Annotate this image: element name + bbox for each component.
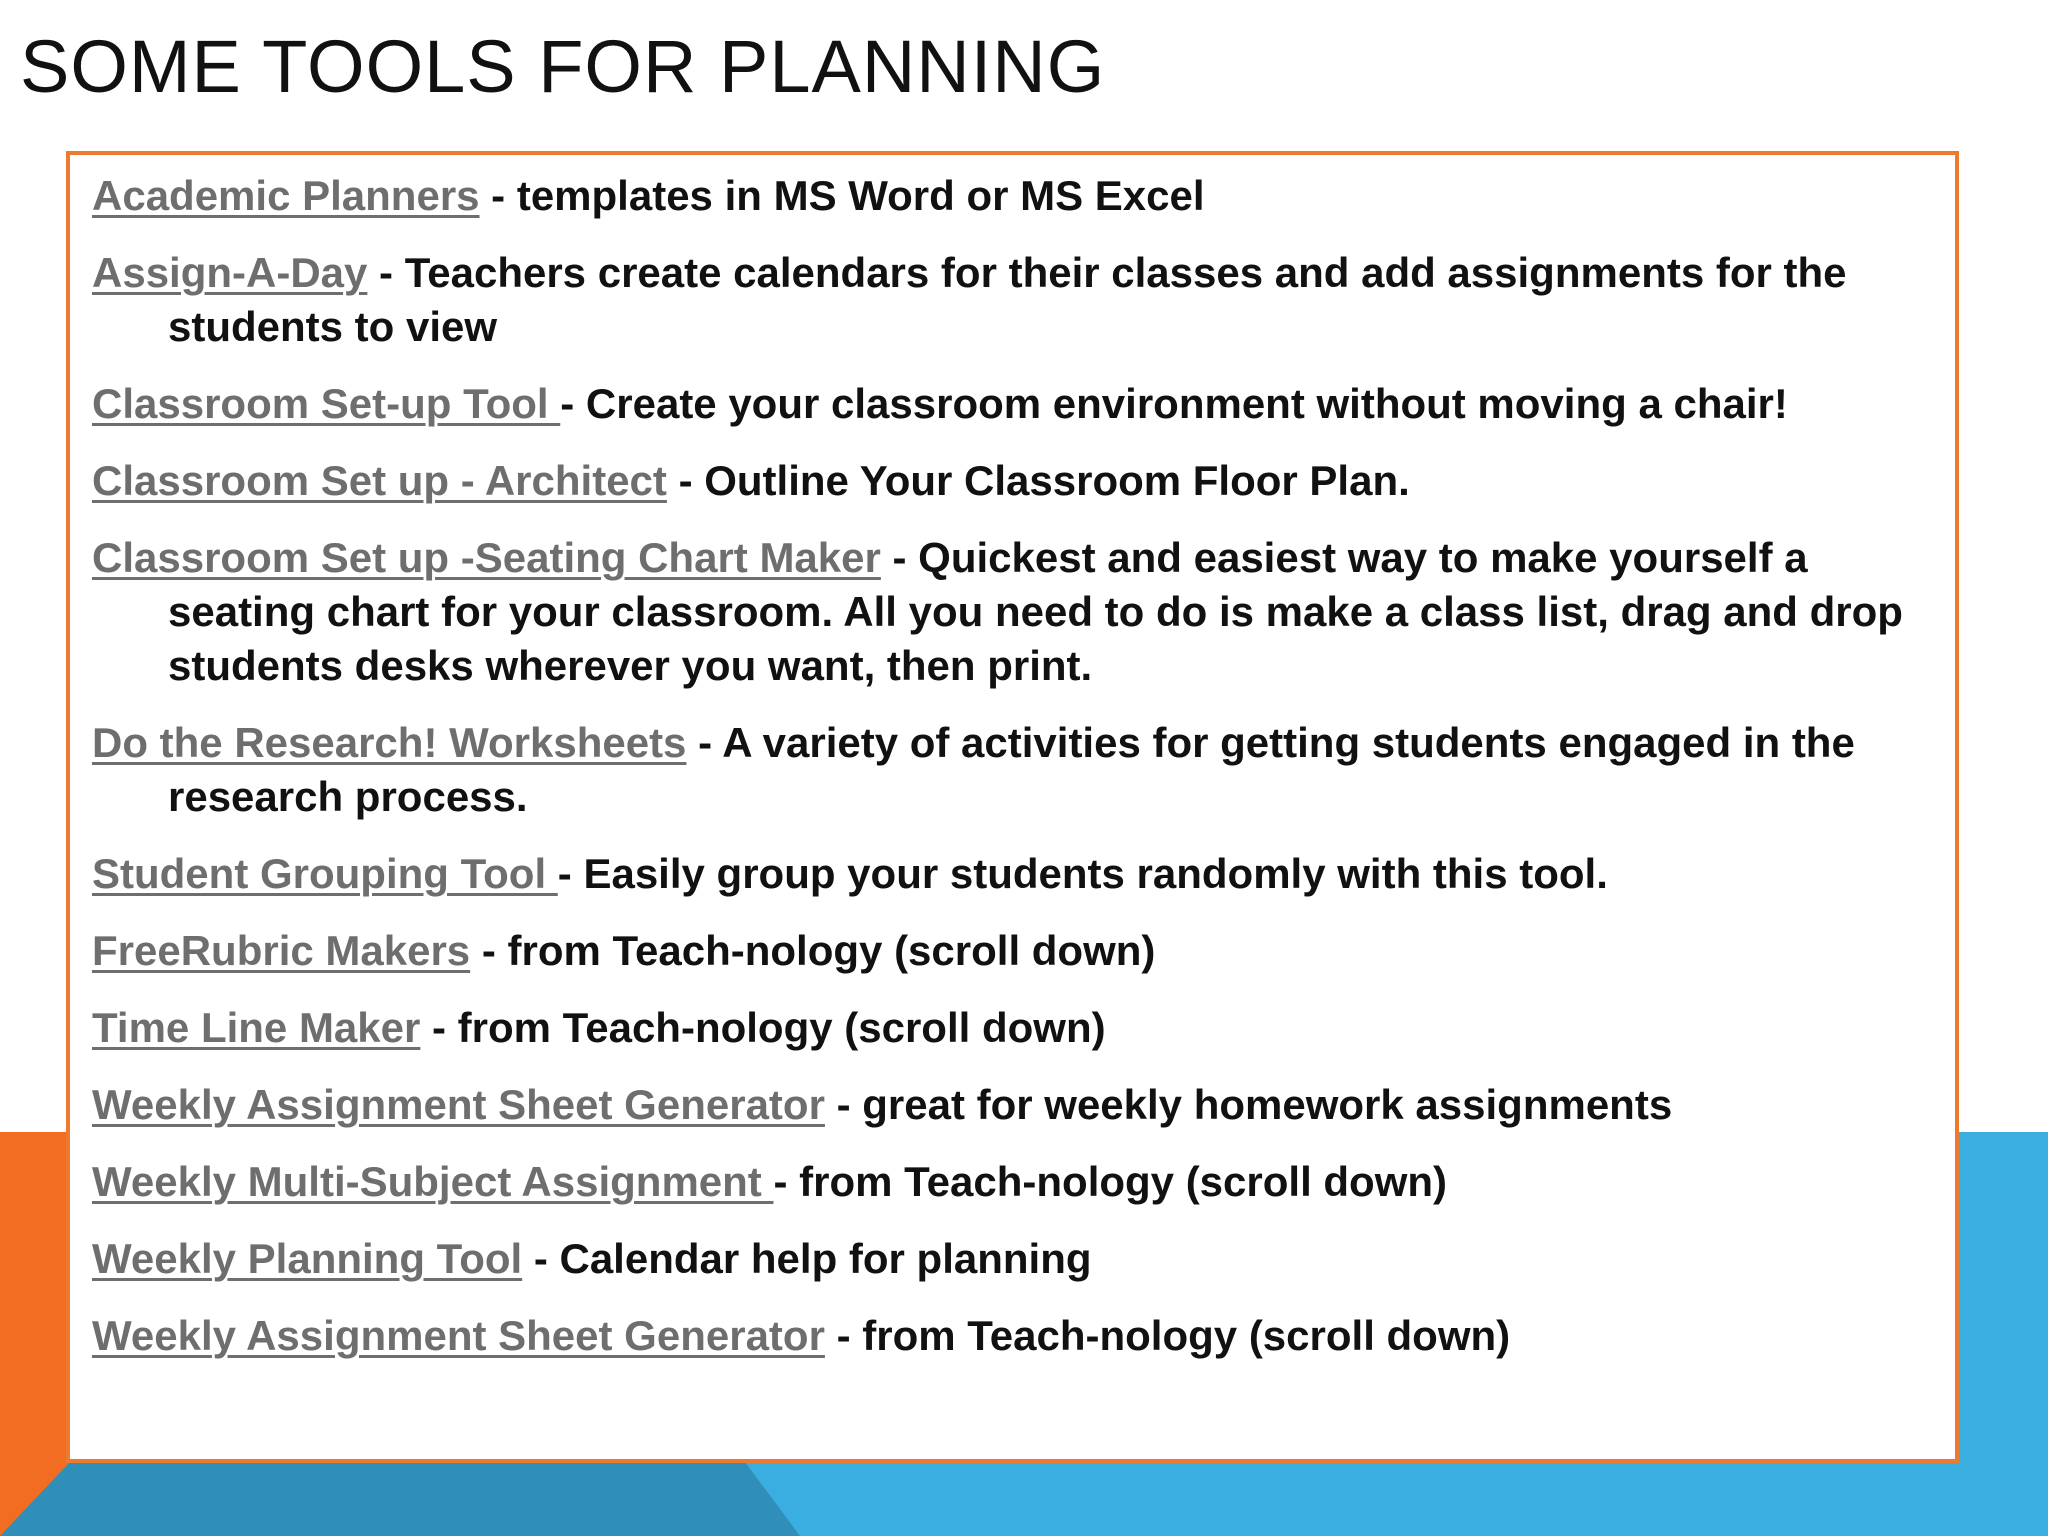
list-item bbox=[92, 1001, 1925, 1055]
tool-description: - great for weekly homework assignments bbox=[824, 1081, 1673, 1128]
list-item bbox=[92, 1078, 1925, 1132]
tools-content-box bbox=[66, 151, 1959, 1463]
tool-link-academic-planners[interactable]: Academic Planners bbox=[92, 172, 480, 219]
tool-link-classroom-architect[interactable]: Classroom Set up - Architect bbox=[92, 457, 667, 504]
tool-description: - Create your classroom environment without moving a chair! bbox=[560, 380, 1788, 427]
tool-link-weekly-multi-subject-assignment[interactable]: Weekly Multi-Subject Assignment bbox=[92, 1158, 774, 1205]
tool-description: - Calendar help for planning bbox=[522, 1235, 1092, 1282]
tool-link-free-rubric-makers[interactable]: FreeRubric Makers bbox=[92, 927, 471, 974]
tool-description: - from Teach-nology (scroll down) bbox=[470, 927, 1156, 974]
tool-link-assign-a-day[interactable]: Assign-A-Day bbox=[92, 249, 368, 296]
list-item bbox=[92, 531, 1925, 693]
list-item bbox=[92, 847, 1925, 901]
tool-description: - Teachers create calendars for their classes and add assignments for the students to view bbox=[168, 249, 1847, 350]
tool-link-student-grouping-tool[interactable]: Student Grouping Tool bbox=[92, 850, 558, 897]
tool-link-seating-chart-maker[interactable]: Classroom Set up -Seating Chart Maker bbox=[92, 534, 881, 581]
tool-link-weekly-assignment-sheet-generator[interactable]: Weekly Assignment Sheet Generator bbox=[92, 1081, 825, 1128]
tool-description: - Easily group your students randomly with this tool. bbox=[557, 850, 1608, 897]
list-item bbox=[92, 1232, 1925, 1286]
tool-description: - from Teach-nology (scroll down) bbox=[824, 1312, 1511, 1359]
page-title: SOME TOOLS FOR PLANNING bbox=[20, 25, 1106, 108]
list-item bbox=[92, 1309, 1925, 1363]
list-item bbox=[92, 169, 1925, 223]
list-item bbox=[92, 716, 1925, 824]
tool-description: - A variety of activities for getting students engaged in the research process. bbox=[168, 719, 1855, 820]
tool-list bbox=[92, 169, 1925, 1363]
tool-link-classroom-set-up-tool[interactable]: Classroom Set-up Tool bbox=[92, 380, 561, 427]
list-item bbox=[92, 246, 1925, 354]
tool-description: - from Teach-nology (scroll down) bbox=[420, 1004, 1106, 1051]
tool-description: - templates in MS Word or MS Excel bbox=[479, 172, 1205, 219]
tool-description: - Outline Your Classroom Floor Plan. bbox=[666, 457, 1410, 504]
decorative-dark-blue-band bbox=[0, 1462, 800, 1536]
list-item bbox=[92, 1155, 1925, 1209]
tool-link-weekly-planning-tool[interactable]: Weekly Planning Tool bbox=[92, 1235, 523, 1282]
tool-link-research-worksheets[interactable]: Do the Research! Worksheets bbox=[92, 719, 687, 766]
tool-link-weekly-assignment-sheet-generator-2[interactable]: Weekly Assignment Sheet Generator bbox=[92, 1312, 825, 1359]
list-item bbox=[92, 454, 1925, 508]
list-item bbox=[92, 924, 1925, 978]
tool-description: - from Teach-nology (scroll down) bbox=[773, 1158, 1448, 1205]
list-item bbox=[92, 377, 1925, 431]
tool-description: - Quickest and easiest way to make yourself a seating chart for your classroom. All you need to do is make a class list, drag and drop students desks wherever you want, then print. bbox=[168, 534, 1903, 689]
tool-link-time-line-maker[interactable]: Time Line Maker bbox=[92, 1004, 421, 1051]
